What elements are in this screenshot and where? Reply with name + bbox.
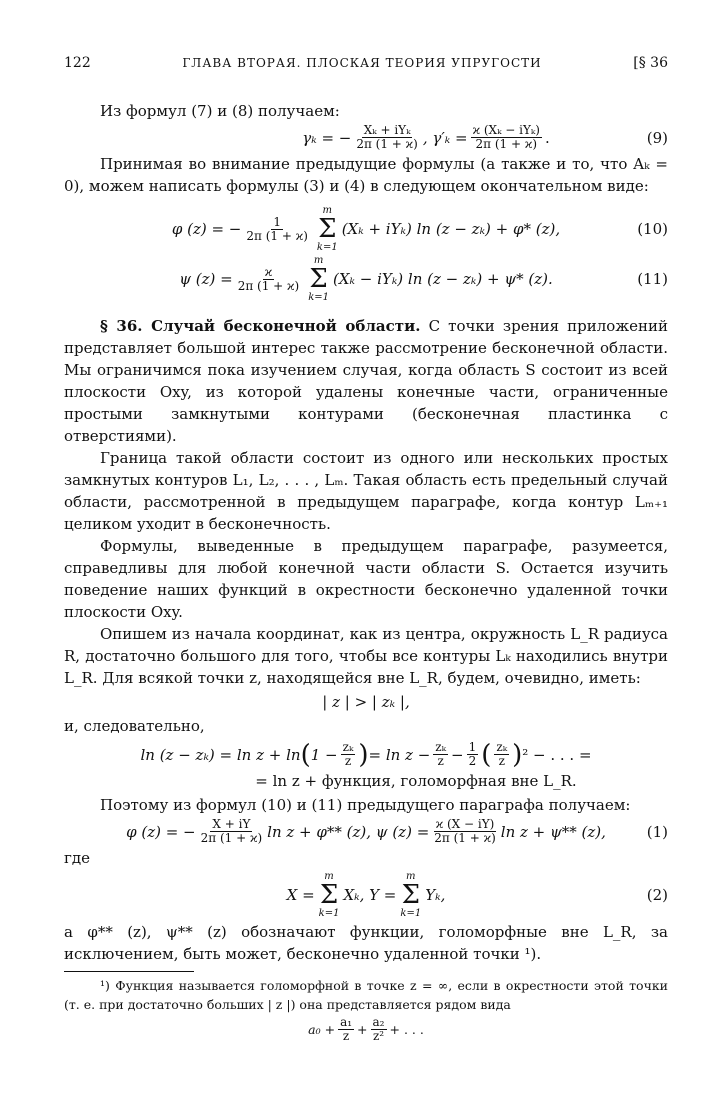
equation-number: (9) xyxy=(646,128,668,147)
equation-number: (2) xyxy=(646,886,668,904)
equation-number: (10) xyxy=(637,220,668,238)
running-title: ГЛАВА ВТОРАЯ. ПЛОСКАЯ ТЕОРИЯ УПРУГОСТИ xyxy=(182,56,542,70)
paragraph: и, следовательно, xyxy=(64,717,205,735)
paragraph: Формулы, выведенные в предыдущем параграфе, разумеется, справедливы для любой конечной части области S. Остается изучить поведение наших функций в окрестности бесконечно удаленной точки плоскости Oxy. xyxy=(64,537,668,621)
footnote-divider xyxy=(64,971,194,972)
equation-number: (1) xyxy=(646,822,668,841)
section-paragraph: § 36. Случай бесконечной области. С точки зрения приложений представляет большой интерес также рассмотрение бесконечной области. Мы ограничимся пока изучением случая, когда область S состоит из всей плоскости Oxy, из которой удалены конечные части, ограниченные простыми замкнутыми контурами (бесконечная пластинка с отверстиями). xyxy=(64,317,668,445)
equation-1: φ (z) = − $\frac{X + iY}{2\pi (1 + ϰ)}$ ln z + φ** (z), ψ (z) = $\frac{ϰ (X - iY)}{2\pi (1 + ϰ)}$ ln z + ψ** (z), (1) xyxy=(126,817,668,845)
footnote: ¹) Функция называется голоморфной в точке z = ∞, если в окрестности этой точки (т. е. при достаточно больших | z |) она представляется рядом вида xyxy=(64,978,668,1012)
paragraph: а φ** (z), ψ** (z) обозначают функции, голоморфные вне L_R, за исключением, быть может, бесконечно удаленной точки ¹). xyxy=(64,923,668,963)
paragraph: Принимая во внимание предыдущие формулы (а также и то, что Aₖ = 0), можем написать формулы (3) и (4) в следующем окончательном виде: xyxy=(64,155,668,195)
page-number: 122 xyxy=(64,55,91,71)
series-expansion: ln (z − zₖ) = ln z + ln ( 1 − $\frac{\text{zₖ}}{z}$ ) = ln z − $\frac{\text{zₖ}}{z}$ − $\frac{1}{2}$ ( $\frac{\text{zₖ}}{z}$ ) ² − . . . = xyxy=(140,739,592,770)
intro-text: Из формул (7) и (8) получаем: xyxy=(100,102,340,120)
paragraph: Опишем из начала координат, как из центра, окружность L_R радиуса R, достаточно большого для того, чтобы все контуры Lₖ находились внутри L_R. Для всякой точки z, находящейся вне L_R, будем, очевидно, иметь: xyxy=(64,625,668,687)
equation-11: ψ (z) = $\frac{ϰ}{2\pi (1 + ϰ)}$ m Σ k=1 (Xₖ − iYₖ) ln (z − zₖ) + ψ* (z). (11) xyxy=(179,255,668,303)
equation-9: γₖ = − $\frac{\text{Xₖ + iYₖ}}{2\pi (1 + ϰ)}$ , γ′ₖ = $\frac{\text{ϰ (Xₖ − iYₖ)}}{2\pi (1 + ϰ)}$ . (9) xyxy=(302,123,668,151)
running-header xyxy=(64,52,668,74)
footnote-series: a₀ + $\frac{\text{a₁}}{z}$ + $\frac{\text{a₂}}{\text{z²}}$ + . . . xyxy=(308,1015,424,1043)
paragraph: Поэтому из формул (10) и (11) предыдущего параграфа получаем: xyxy=(100,796,631,814)
paragraph: Граница такой области состоит из одного или нескольких простых замкнутых контуров L₁, L₂, . . . , Lₘ. Такая область есть предельный случай области, рассмотренной в предыдущем параграфе, когда контур Lₘ₊₁ целиком уходит в бесконечность. xyxy=(64,449,668,533)
equation-number: (11) xyxy=(637,270,668,288)
section-title: § 36. Случай бесконечной области. xyxy=(100,317,421,335)
inequality: | z | > | zₖ |, xyxy=(322,693,410,711)
series-line-2: = ln z + функция, голоморфная вне L_R. xyxy=(255,772,577,790)
section-ref: [§ 36 xyxy=(633,55,668,71)
page xyxy=(64,52,668,1045)
equation-10: φ (z) = − $\frac{1}{2\pi (1 + ϰ)}$ m Σ k=1 (Xₖ + iYₖ) ln (z − zₖ) + φ* (z), (10) xyxy=(171,205,668,253)
paragraph: где xyxy=(64,849,90,867)
equation-2: X = m Σ k=1 Xₖ, Y = m Σ k=1 Yₖ, (2) xyxy=(286,871,668,919)
